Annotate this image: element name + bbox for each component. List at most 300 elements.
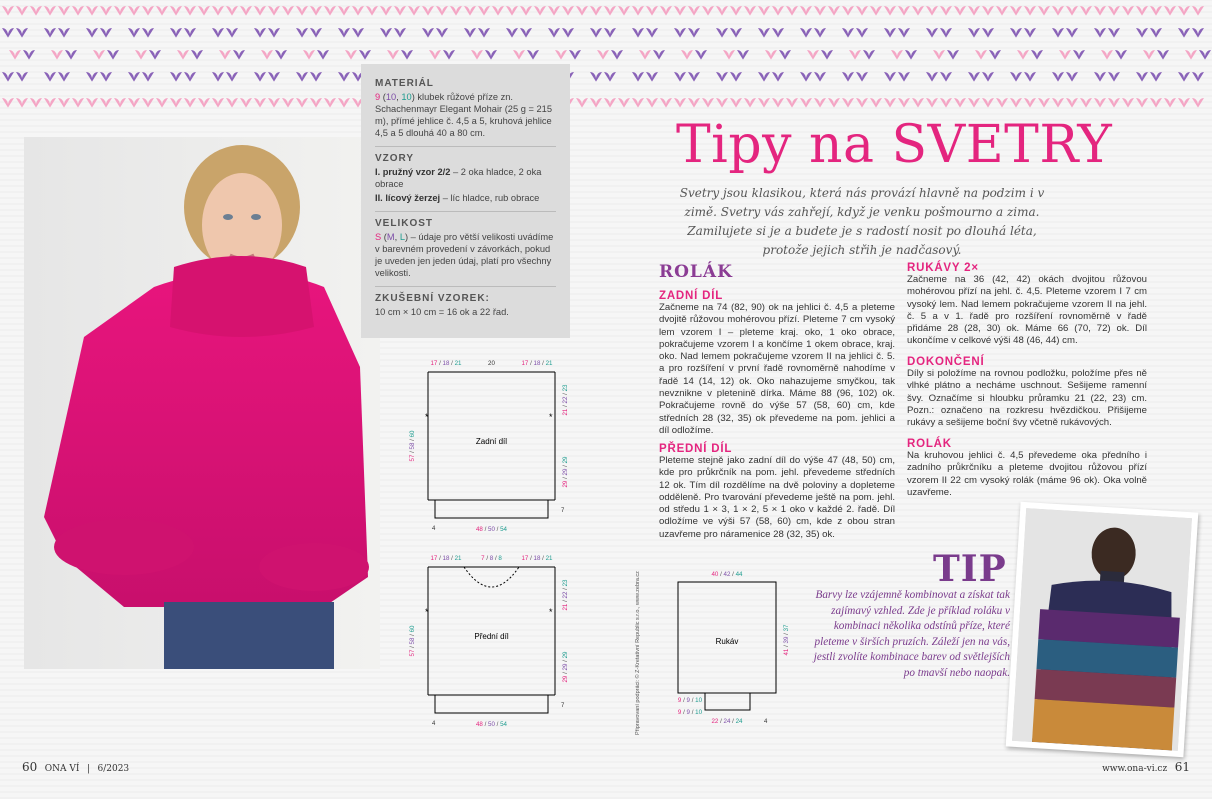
- knit-stitch: [394, 6, 406, 16]
- knit-stitch: [933, 50, 945, 60]
- rolak-section: [907, 438, 1147, 499]
- knit-stitch: [758, 6, 770, 16]
- knit-stitch: [800, 6, 812, 16]
- knit-stitch: [338, 6, 350, 16]
- knit-stitch: [275, 50, 287, 60]
- knit-stitch: [30, 6, 42, 16]
- knit-stitch: [296, 6, 308, 16]
- height-measure: 57 / 58 / 60: [409, 430, 416, 462]
- knit-stitch: [576, 98, 588, 108]
- knit-stitch: [429, 50, 441, 60]
- knit-stitch: [114, 98, 126, 108]
- knit-stitch: [268, 98, 280, 108]
- knit-stitch: [254, 6, 266, 16]
- knit-stitch: [940, 72, 952, 82]
- knit-stitch: [597, 50, 609, 60]
- knit-stitch: [212, 72, 224, 82]
- knit-stitch: [72, 6, 84, 16]
- knit-stitch: [821, 50, 833, 60]
- knit-stitch: [590, 28, 602, 38]
- knit-stitch: [926, 98, 938, 108]
- sleeves-section: [907, 262, 1147, 348]
- knit-stitch: [2, 28, 14, 38]
- knit-stitch: [548, 6, 560, 16]
- sleeve-diagram: [650, 560, 800, 735]
- knit-stitch: [968, 98, 980, 108]
- knit-stitch: [142, 6, 154, 16]
- knit-stitch: [604, 98, 616, 108]
- knit-stitch: [828, 6, 840, 16]
- knit-stitch: [926, 28, 938, 38]
- knit-stitch: [212, 28, 224, 38]
- knit-stitch: [268, 28, 280, 38]
- knit-stitch: [128, 6, 140, 16]
- knit-stitch: [786, 6, 798, 16]
- knit-stitch: [646, 98, 658, 108]
- knit-stitch: [380, 6, 392, 16]
- knit-stitch: [184, 98, 196, 108]
- knit-stitch: [16, 6, 28, 16]
- pattern-diagrams: [400, 360, 640, 735]
- knit-stitch: [100, 98, 112, 108]
- knit-stitch: [646, 6, 658, 16]
- knit-stitch: [1136, 28, 1148, 38]
- knit-stitch: [723, 50, 735, 60]
- knit-stitch: [639, 50, 651, 60]
- piece-label: Přední díl: [474, 632, 509, 641]
- knit-stitch: [800, 28, 812, 38]
- neck-measure: 7 / 8 / 8: [481, 555, 502, 562]
- knit-stitch: [226, 6, 238, 16]
- knit-stitch: [681, 50, 693, 60]
- knit-stitch: [2, 6, 14, 16]
- rib-measure: 7: [561, 703, 565, 709]
- knit-stitch: [240, 6, 252, 16]
- knit-stitch: [240, 98, 252, 108]
- knit-stitch: [1052, 98, 1064, 108]
- knit-stitch: [569, 50, 581, 60]
- gauge-heading: ZKUŠEBNÍ VZOREK:: [375, 293, 490, 304]
- knit-stitch: [149, 50, 161, 60]
- knit-stitch: [1108, 6, 1120, 16]
- knit-stitch: [982, 6, 994, 16]
- knit-stitch: [716, 98, 728, 108]
- knit-stitch: [219, 50, 231, 60]
- knit-stitch: [198, 6, 210, 16]
- front-piece-section: [659, 443, 895, 541]
- knit-stitch: [737, 50, 749, 60]
- knit-stitch: [940, 6, 952, 16]
- knit-stitch: [975, 50, 987, 60]
- knit-stitch: [100, 72, 112, 82]
- knit-stitch: [926, 6, 938, 16]
- knit-stitch: [849, 50, 861, 60]
- knit-stitch: [1192, 6, 1204, 16]
- knit-stitch: [16, 72, 28, 82]
- armhole-star: *: [425, 607, 429, 617]
- knit-stitch: [492, 6, 504, 16]
- knit-stitch: [758, 98, 770, 108]
- knit-stitch: [1115, 50, 1127, 60]
- knit-stitch: [44, 28, 56, 38]
- knit-stitch: [142, 98, 154, 108]
- knit-stitch: [660, 6, 672, 16]
- knit-stitch: [464, 6, 476, 16]
- knit-stitch: [156, 98, 168, 108]
- top-mid-measure: 20: [488, 360, 495, 367]
- sleeves-text: Začneme na 36 (42, 42) okách dvojitou růžovou mohérovou přízí na jehl. č. 4,5. Pleteme vzorem I 7 cm vysoký lem. Nad lemem pokračujeme vzorem II na jehl. č. 5 a v 1. řadě pro rozšíření rovnoměrně v řadě přidáme 28 (28, 30) ok. Máme 66 (70, 72) ok. Díl ukončíme v celkové výši 48 (46, 44) cm.: [907, 274, 1147, 347]
- knit-stitch: [814, 28, 826, 38]
- knit-stitch: [177, 50, 189, 60]
- page-title: Tipy na SVETRY: [676, 115, 1113, 175]
- knit-stitch: [632, 72, 644, 82]
- knit-stitch: [1094, 72, 1106, 82]
- knit-stitch: [310, 98, 322, 108]
- knit-stitch: [968, 72, 980, 82]
- knit-stitch: [86, 72, 98, 82]
- knit-stitch: [51, 50, 63, 60]
- website-url: www.ona-vi.cz: [1102, 764, 1168, 774]
- knit-stitch: [856, 6, 868, 16]
- knit-stitch: [1038, 6, 1050, 16]
- sleeve-bottom-measure: 22 / 24 / 24: [711, 718, 743, 725]
- side-measure: 29 / 29 / 29: [562, 651, 569, 683]
- knit-stitch: [170, 72, 182, 82]
- top-left-measure: 17 / 18 / 21: [430, 360, 462, 367]
- knit-stitch: [688, 6, 700, 16]
- diagram-rib: [435, 695, 548, 713]
- knit-stitch: [184, 28, 196, 38]
- knit-stitch: [716, 28, 728, 38]
- knit-stitch: [996, 98, 1008, 108]
- knit-stitch: [898, 72, 910, 82]
- knit-stitch: [527, 50, 539, 60]
- knit-stitch: [58, 98, 70, 108]
- knit-stitch: [688, 72, 700, 82]
- knit-stitch: [1136, 98, 1148, 108]
- knit-stitch: [898, 98, 910, 108]
- knit-stitch: [513, 50, 525, 60]
- knit-stitch: [1010, 28, 1022, 38]
- knit-stitch: [758, 28, 770, 38]
- knit-stitch: [2, 98, 14, 108]
- knit-stitch: [282, 6, 294, 16]
- tip-text: Barvy lze vzájemně kombinovat a získat tak zajímavý vzhled. Zde je příklad roláku v kombinaci několika odstínů příze, které pleteme v širších pruzích. Záleží jen na vás, jestli zvolíte kombinace barev od světlejších po tmavší nebo naopak.: [813, 589, 1010, 679]
- striped-sweater-photo: [1006, 502, 1199, 757]
- knit-stitch: [352, 6, 364, 16]
- size-heading: VELIKOST: [375, 218, 434, 229]
- knit-stitch: [58, 72, 70, 82]
- knit-stitch: [1157, 50, 1169, 60]
- tip-heading: TIP: [933, 548, 1007, 590]
- knit-stitch: [947, 50, 959, 60]
- bottom-measure: 48 / 50 / 54: [475, 721, 508, 728]
- knit-stitch: [478, 28, 490, 38]
- knit-stitch: [779, 50, 791, 60]
- knit-stitch: [65, 50, 77, 60]
- knit-stitch: [1108, 98, 1120, 108]
- knit-stitch: [1052, 28, 1064, 38]
- knit-stitch: [254, 72, 266, 82]
- back-piece-section: [659, 290, 895, 437]
- knit-stitch: [1038, 98, 1050, 108]
- materials-text: 9 (10, 10) klubek růžové příze zn. Schachenmayr Elegant Mohair (25 g = 215 m), přímé jehlice č. 4,5 a 5, kruhová jehlice 4,5 a 5 dlouhá 40 a 80 cm.: [375, 92, 553, 138]
- knit-stitch: [884, 6, 896, 16]
- knit-stitch: [1150, 6, 1162, 16]
- knit-stitch: [800, 98, 812, 108]
- knit-stitch: [758, 72, 770, 82]
- knit-stitch: [1094, 6, 1106, 16]
- knit-stitch: [996, 6, 1008, 16]
- knit-stitch: [268, 72, 280, 82]
- diagram-rib: [435, 500, 548, 518]
- knit-stitch: [730, 72, 742, 82]
- knit-stitch: [16, 28, 28, 38]
- knit-stitch: [142, 72, 154, 82]
- knit-stitch: [345, 50, 357, 60]
- knit-stitch: [534, 6, 546, 16]
- knit-stitch: [646, 28, 658, 38]
- knit-stitch: [58, 28, 70, 38]
- top-left-measure: 17 / 18 / 21: [430, 555, 462, 562]
- knit-stitch: [548, 28, 560, 38]
- knit-stitch: [674, 72, 686, 82]
- rolak-text: Na kruhovou jehlici č. 4,5 převedeme oka předního i zadního průkrčníku a pleteme dvojitou růžovou přízí vzorem II 22 cm vysoký rolák (máme 96 ok). Oka volně uzavřeme.: [907, 450, 1147, 498]
- knit-stitch: [905, 50, 917, 60]
- pattern-item-1: I. pružný vzor 2/2 – 2 oka hladce, 2 oka obrace: [375, 167, 542, 189]
- knit-stitch: [926, 72, 938, 82]
- knit-stitch: [632, 28, 644, 38]
- knit-stitch: [702, 98, 714, 108]
- knit-stitch: [1108, 72, 1120, 82]
- knit-stitch: [233, 50, 245, 60]
- model-photo: [24, 137, 380, 669]
- knit-stitch: [968, 6, 980, 16]
- knit-stitch: [590, 72, 602, 82]
- knit-stitch: [310, 72, 322, 82]
- right-footer: [1102, 760, 1190, 774]
- knit-stitch: [940, 28, 952, 38]
- front-text: Pleteme stejně jako zadní díl do výše 47 (48, 50) cm, kde pro průkrčník na pom. jehl. převedeme středních 12 ok. Tím díl rozdělíme na dvě poloviny a dopleteme odděleně. Pro tvarování převedeme ještě na pom. jehl. od středu 1 × 3, 1 × 2, 5 × 1 oko v každé 2. řadě. Díl odložíme ve výši 57 (58, 60) cm, kde z obou stran uzavřeme pro náramenice 28 (32, 35) ok.: [659, 455, 895, 540]
- size-text: S (M, L) – údaje pro větší velikosti uvádíme v barevném provedení v závorkách, pokud je uveden jen jeden údaj, platí pro všechny velikosti.: [375, 232, 554, 278]
- knit-stitch: [716, 6, 728, 16]
- knit-stitch: [1010, 6, 1022, 16]
- knit-stitch: [338, 98, 350, 108]
- knit-stitch: [366, 6, 378, 16]
- knit-stitch: [380, 28, 392, 38]
- knit-stitch: [674, 6, 686, 16]
- knit-stitch: [1024, 28, 1036, 38]
- knit-stitch: [744, 98, 756, 108]
- knit-stitch: [478, 6, 490, 16]
- knit-stitch: [1024, 98, 1036, 108]
- knit-stitch: [856, 98, 868, 108]
- knit-stitch: [807, 50, 819, 60]
- height-measure: 57 / 58 / 60: [409, 625, 416, 657]
- rolak-heading: ROLÁK: [907, 438, 952, 450]
- knit-stitch: [142, 28, 154, 38]
- knit-stitch: [1136, 72, 1148, 82]
- knit-stitch: [912, 6, 924, 16]
- knit-stitch: [100, 6, 112, 16]
- knit-stitch: [765, 50, 777, 60]
- knit-stitch: [191, 50, 203, 60]
- knit-stitch: [317, 50, 329, 60]
- knit-stitch: [324, 98, 336, 108]
- knit-stitch: [394, 28, 406, 38]
- finishing-text: Díly si položíme na rovnou podložku, položíme přes ně vlhké plátno a necháme uschnout. Sešijeme ramenní švy. Označíme si hloubku průramku 21 (22, 23) cm. Pozn.: označeno na rozkresu hvězdičkou. Přišijeme rukávy a sešijeme boční švy včetně rukávových.: [907, 368, 1147, 429]
- knit-stitch: [86, 28, 98, 38]
- knit-stitch: [9, 50, 21, 60]
- knit-stitch: [1178, 28, 1190, 38]
- knit-stitch: [1192, 28, 1204, 38]
- knit-stitch: [128, 72, 140, 82]
- knit-stitch: [156, 6, 168, 16]
- knit-stitch: [590, 98, 602, 108]
- knit-stitch: [730, 28, 742, 38]
- svg-text:Připravovaní podpráci: © Z-Kre: Připravovaní podpráci: © Z-Kretativní Republic s.r.o., www.zebra.cz: [635, 571, 641, 735]
- knit-stitch: [1080, 6, 1092, 16]
- knit-stitch: [254, 98, 266, 108]
- knit-stitch: [814, 98, 826, 108]
- knit-stitch: [1108, 28, 1120, 38]
- knit-stitch: [716, 72, 728, 82]
- knit-stitch: [310, 28, 322, 38]
- knit-stitch: [170, 98, 182, 108]
- knit-stitch: [870, 6, 882, 16]
- knit-stitch: [387, 50, 399, 60]
- left-page-number: 60: [22, 760, 38, 774]
- divider: [375, 146, 556, 147]
- knit-stitch: [184, 72, 196, 82]
- knit-stitch: [856, 28, 868, 38]
- sleeve-outline: [678, 582, 776, 710]
- sleeve-rib-measure-b: 9 / 9 / 10: [677, 709, 703, 716]
- left-footer: 60 ONA VÍ | 6/2023: [22, 760, 130, 774]
- knit-stitch: [842, 72, 854, 82]
- knit-stitch: [324, 6, 336, 16]
- knit-stitch: [422, 28, 434, 38]
- pattern-item-2: II. lícový žerzej – líc hladce, rub obrace: [375, 193, 540, 203]
- knit-stitch: [352, 28, 364, 38]
- knit-stitch: [660, 98, 672, 108]
- rib-measure: 7: [561, 508, 565, 514]
- knit-stitch: [443, 50, 455, 60]
- knit-stitch: [695, 50, 707, 60]
- knit-stitch: [1094, 98, 1106, 108]
- knit-stitch: [646, 72, 658, 82]
- knit-stitch: [30, 98, 42, 108]
- knit-stitch: [1164, 98, 1176, 108]
- knit-stitch: [1010, 98, 1022, 108]
- knit-stitch: [1052, 72, 1064, 82]
- armhole-measure: 21 / 22 / 23: [562, 384, 569, 416]
- knit-stitch: [604, 72, 616, 82]
- knit-stitch: [730, 98, 742, 108]
- knit-stitch: [128, 28, 140, 38]
- knit-stitch: [296, 98, 308, 108]
- knit-stitch: [1192, 72, 1204, 82]
- knit-stitch: [912, 98, 924, 108]
- knit-stitch: [898, 6, 910, 16]
- knit-stitch: [1059, 50, 1071, 60]
- finishing-section: [907, 356, 1147, 429]
- knit-stitch: [954, 6, 966, 16]
- knit-stitch: [1024, 6, 1036, 16]
- knit-stitch: [1192, 98, 1204, 108]
- knit-stitch: [464, 28, 476, 38]
- knit-stitch: [2, 72, 14, 82]
- knit-stitch: [296, 72, 308, 82]
- knit-stitch: [884, 72, 896, 82]
- knit-stitch: [1178, 98, 1190, 108]
- knit-stitch: [786, 98, 798, 108]
- knit-stitch: [86, 6, 98, 16]
- knit-stitch: [772, 98, 784, 108]
- knit-stitch: [1094, 28, 1106, 38]
- knit-stitch: [303, 50, 315, 60]
- knit-stitch: [485, 50, 497, 60]
- knit-stitch: [520, 28, 532, 38]
- side-small-measure: 4: [432, 526, 436, 532]
- knit-stitch: [254, 28, 266, 38]
- knit-stitch: [842, 98, 854, 108]
- knit-stitch: [982, 28, 994, 38]
- knit-stitch: [940, 98, 952, 108]
- knit-stitch: [968, 28, 980, 38]
- issue-number: 6/2023: [97, 764, 130, 774]
- knit-stitch: [226, 72, 238, 82]
- knit-stitch: [450, 6, 462, 16]
- sleeve-side-measure: 4: [764, 719, 768, 725]
- bottom-measure: 48 / 50 / 54: [475, 526, 508, 533]
- knit-stitch: [842, 6, 854, 16]
- knit-pattern-band: [0, 0, 1212, 118]
- armhole-star: *: [549, 607, 553, 617]
- knit-stitch: [618, 98, 630, 108]
- knit-stitch: [884, 98, 896, 108]
- knit-stitch: [632, 6, 644, 16]
- knit-stitch: [268, 6, 280, 16]
- sleeve-label: Rukáv: [715, 637, 739, 646]
- sleeve-length-measure: 41 / 39 / 37: [783, 624, 790, 656]
- gauge-text: 10 cm × 10 cm = 16 ok a 22 řad.: [375, 307, 509, 317]
- knit-stitch: [842, 28, 854, 38]
- knit-stitch: [44, 98, 56, 108]
- knit-stitch: [23, 50, 35, 60]
- knit-stitch: [1073, 50, 1085, 60]
- finishing-heading: DOKONČENÍ: [907, 356, 985, 368]
- knit-stitch: [1150, 28, 1162, 38]
- knit-stitch: [982, 98, 994, 108]
- knit-stitch: [359, 50, 371, 60]
- knit-stitch: [170, 28, 182, 38]
- knit-stitch: [891, 50, 903, 60]
- knit-stitch: [1066, 28, 1078, 38]
- knit-stitch: [100, 28, 112, 38]
- back-text: Začneme na 74 (82, 90) ok na jehlici č. 4,5 a pleteme dvojitě růžovou mohérovou přízí. Pleteme 7 cm vysoký lem vzorem I – pleteme kraj. oko, 1 oko obrace, pokračujeme vzorem I a končíme 1 okem obrace, kraj. oko. Nad lemem pokračujeme vzorem II na jehlici č. 5. a pro rozšíření v první řadě rovnoměrně nahodíme v řadě 14 (14, 12) ok. Oko nahazujeme smyčkou, tak nevznikne v pletenině dírka. Máme 88 (96, 102) ok. Pokračujeme rovně do výše 57 (58, 60) cm, kde středních 28 (32, 35) ok převedeme na pom. jehlici a díl odložíme.: [659, 302, 895, 436]
- knit-stitch: [296, 28, 308, 38]
- sleeve-top-measure: 40 / 42 / 44: [711, 571, 743, 578]
- knit-stitch: [674, 98, 686, 108]
- armhole-measure: 21 / 22 / 23: [562, 579, 569, 611]
- knit-stitch: [128, 98, 140, 108]
- knit-stitch: [107, 50, 119, 60]
- knit-stitch: [310, 6, 322, 16]
- knit-stitch: [471, 50, 483, 60]
- piece-label: Zadní díl: [475, 437, 508, 446]
- knit-stitch: [555, 50, 567, 60]
